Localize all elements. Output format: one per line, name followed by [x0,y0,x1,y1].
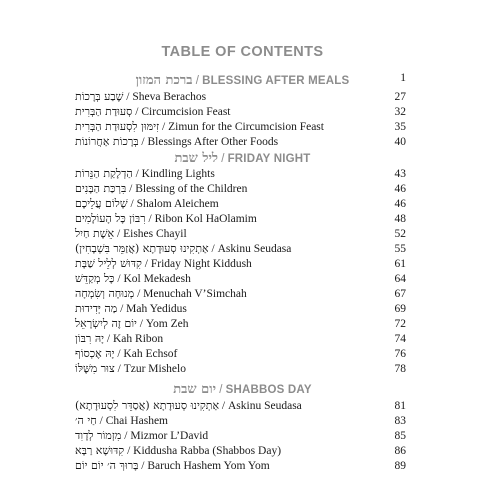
entry-english: Kah Echsof [123,348,178,360]
toc-entry: שָׁלוֹם עֲלֵיכֶם / Shalom Aleichem 46 [75,197,406,210]
section-separator: / [221,153,228,165]
entry-page-number: 69 [394,303,406,315]
section-english-title: SHABBOS DAY [225,384,312,396]
entry-english: Baruch Hashem Yom Yom [147,460,270,472]
entry-english: Askinu Seudasa [217,243,292,255]
entry-english: Kah Ribon [112,333,164,345]
entry-hebrew: יָהּ רִבּוֹן [75,332,105,345]
entry-hebrew: בְּרָכוֹת אַחֲרוֹנוֹת [75,135,139,148]
entry-english: Blessings After Other Foods [147,136,279,148]
toc-entry: קִדּוּשָׁא רַבָּא / Kiddusha Rabba (Shabbos Day) 86 [75,444,406,457]
entry-hebrew: סְעוּדַת הַבְּרִית [75,105,133,118]
entry-hebrew: שֶׁבַע בְּרָכוֹת [75,90,124,103]
entry-hebrew: קִדּוּשָׁא רַבָּא [75,444,125,457]
toc-entry: יָהּ אֶכְסוֹף / Kah Echsof 76 [75,347,406,360]
entry-hebrew: אֵשֶׁת חַיִל [75,227,115,240]
section-header-friday-night [0,150,485,166]
entry-english: Zimun for the Circumcision Feast [168,121,324,133]
entry-english: Menuchah V’Simchah [143,288,247,300]
toc-entry: מְנוּחָה וְשִׂמְחָה / Menuchah V’Simchah 67 [75,287,406,300]
toc-entry: רִבּוֹן כָּל הָעוֹלָמִים / Ribon Kol HaOlamim 48 [75,212,406,225]
toc-entry: הַדְלָקַת הַנֵּרוֹת / Kindling Lights 43 [75,167,406,180]
toc-entry: (אַתְקִינוּ סְעוּדָתָא (אֲסַדֵּר לִסְעוּדָתָא / Askinu Seudasa 81 [75,399,406,412]
entry-english: Mizmor L’David [130,430,209,442]
entry-hebrew: בָּרוּךְ ה׳ יוֹם יוֹם [75,459,139,472]
entry-page-number: 76 [394,348,406,360]
entry-page-number: 48 [394,213,406,225]
entry-english: Tzur Mishelo [123,363,186,375]
entry-page-number: 43 [394,168,406,180]
entry-page-number: 46 [394,198,406,210]
entry-page-number: 55 [394,243,406,255]
entry-english: Chai Hashem [105,415,168,427]
entry-page-number: 27 [394,91,406,103]
entry-page-number: 74 [394,333,406,345]
toc-entry: בִּרְכַּת הַבָּנִים / Blessing of the Children 46 [75,182,406,195]
entry-page-number: 32 [394,106,406,118]
toc-entry: מִזְמוֹר לְדָוִד / Mizmor L’David 85 [75,429,406,442]
section-english-title: BLESSING AFTER MEALS [202,75,350,87]
entry-english: Eishes Chayil [123,228,187,240]
entry-page-number: 64 [394,273,406,285]
toc-entry: צוּר מִשֶּׁלּוֹ / Tzur Mishelo 78 [75,362,406,375]
entry-english: Kol Mekadesh [123,273,191,285]
entry-english: Kindling Lights [141,168,215,180]
entry-page-number: 78 [394,363,406,375]
toc-entry: כָּל מְקַדֵּשׁ / Kol Mekadesh 64 [75,272,406,285]
section-page-number: 1 [400,72,406,84]
entry-hebrew: בִּרְכַּת הַבָּנִים [75,182,127,195]
toc-entry: מַה יְּדִידוּת / Mah Yedidus 69 [75,302,406,315]
entry-page-number: 83 [394,415,406,427]
section-hebrew-title: ליל שבת [174,151,218,166]
toc-entry: זִימּוּן לִסְעוּדַת הַבְּרִית / Zimun for the Circumcision Feast 35 [75,120,406,133]
entry-page-number: 85 [394,430,406,442]
entry-english: Mah Yedidus [126,303,187,315]
entry-english: Askinu Seudasa [228,400,302,412]
entry-english: Ribon Kol HaOlamim [154,213,257,225]
entry-page-number: 81 [394,400,406,412]
entry-english: Shalom Aleichem [136,198,219,210]
entry-english: Circumcision Feast [141,106,231,118]
entry-page-number: 67 [394,288,406,300]
toc-entry: בָּרוּךְ ה׳ יוֹם יוֹם / Baruch Hashem Yom Yom 89 [75,459,406,472]
toc-entry: אֵשֶׁת חַיִל / Eishes Chayil 52 [75,227,406,240]
toc-entry: סְעוּדַת הַבְּרִית / Circumcision Feast 32 [75,105,406,118]
entry-page-number: 52 [394,228,406,240]
entry-page-number: 61 [394,258,406,270]
entry-hebrew: מִזְמוֹר לְדָוִד [75,429,122,442]
entry-hebrew: הַדְלָקַת הַנֵּרוֹת [75,167,133,180]
entry-page-number: 86 [394,445,406,457]
entry-page-number: 72 [394,318,406,330]
entry-hebrew: מַה יְּדִידוּת [75,302,118,315]
section-hebrew-title: ברכת המזון [135,73,193,88]
entry-hebrew: (אַתְקִינוּ סְעוּדָתָא (אֲסַדֵּר לִסְעוּדָתָא [75,399,220,412]
entry-hebrew: כָּל מְקַדֵּשׁ [75,272,115,285]
entry-hebrew: (אַתְקִינוּ סְעוּדָתָא (אֲזַמֵּר בִּשְׁבָחִין [75,242,209,255]
entry-hebrew: מְנוּחָה וְשִׂמְחָה [75,287,135,300]
toc-entry: (אַתְקִינוּ סְעוּדָתָא (אֲזַמֵּר בִּשְׁבָחִין / Askinu Seudasa 55 [75,242,406,255]
entry-english: Blessing of the Children [135,183,248,195]
section-separator: / [195,75,203,87]
entry-hebrew: יוֹם זֶה לְיִשְׂרָאֵל [75,317,137,330]
toc-entry: יוֹם זֶה לְיִשְׂרָאֵל / Yom Zeh 72 [75,317,406,330]
entry-english: Kiddusha Rabba (Shabbos Day) [133,445,282,457]
section-header-blessing-after-meals [0,72,485,88]
section-separator: / [219,384,226,396]
entry-hebrew: רִבּוֹן כָּל הָעוֹלָמִים [75,212,146,225]
entry-english: Yom Zeh [145,318,189,330]
toc-entry: שֶׁבַע בְּרָכוֹת / Sheva Berachos 27 [75,90,406,103]
entry-hebrew: שָׁלוֹם עֲלֵיכֶם [75,197,128,210]
entry-hebrew: צוּר מִשֶּׁלּוֹ [75,362,115,375]
section-header-shabbos-day [0,381,485,397]
entry-page-number: 40 [394,136,406,148]
toc-entry: יָהּ רִבּוֹן / Kah Ribon 74 [75,332,406,345]
entry-english: Friday Night Kiddush [150,258,252,270]
entry-page-number: 46 [394,183,406,195]
entry-hebrew: יָהּ אֶכְסוֹף [75,347,115,360]
entry-hebrew: זִימּוּן לִסְעוּדַת הַבְּרִית [75,120,160,133]
entry-page-number: 89 [394,460,406,472]
section-english-title: FRIDAY NIGHT [227,153,311,165]
entry-hebrew: קִדּוּשׁ לְלֵיל שַׁבָּת [75,257,142,270]
toc-entry: קִדּוּשׁ לְלֵיל שַׁבָּת / Friday Night Kiddush 61 [75,257,406,270]
toc-entry: חַי ה׳ / Chai Hashem 83 [75,414,406,427]
entry-english: Sheva Berachos [132,91,207,103]
page-title: TABLE OF CONTENTS [161,44,324,60]
toc-entry: בְּרָכוֹת אַחֲרוֹנוֹת / Blessings After Other Foods 40 [75,135,406,148]
section-hebrew-title: יום שבת [173,382,217,397]
entry-page-number: 35 [394,121,406,133]
entry-hebrew: חַי ה׳ [75,414,97,427]
